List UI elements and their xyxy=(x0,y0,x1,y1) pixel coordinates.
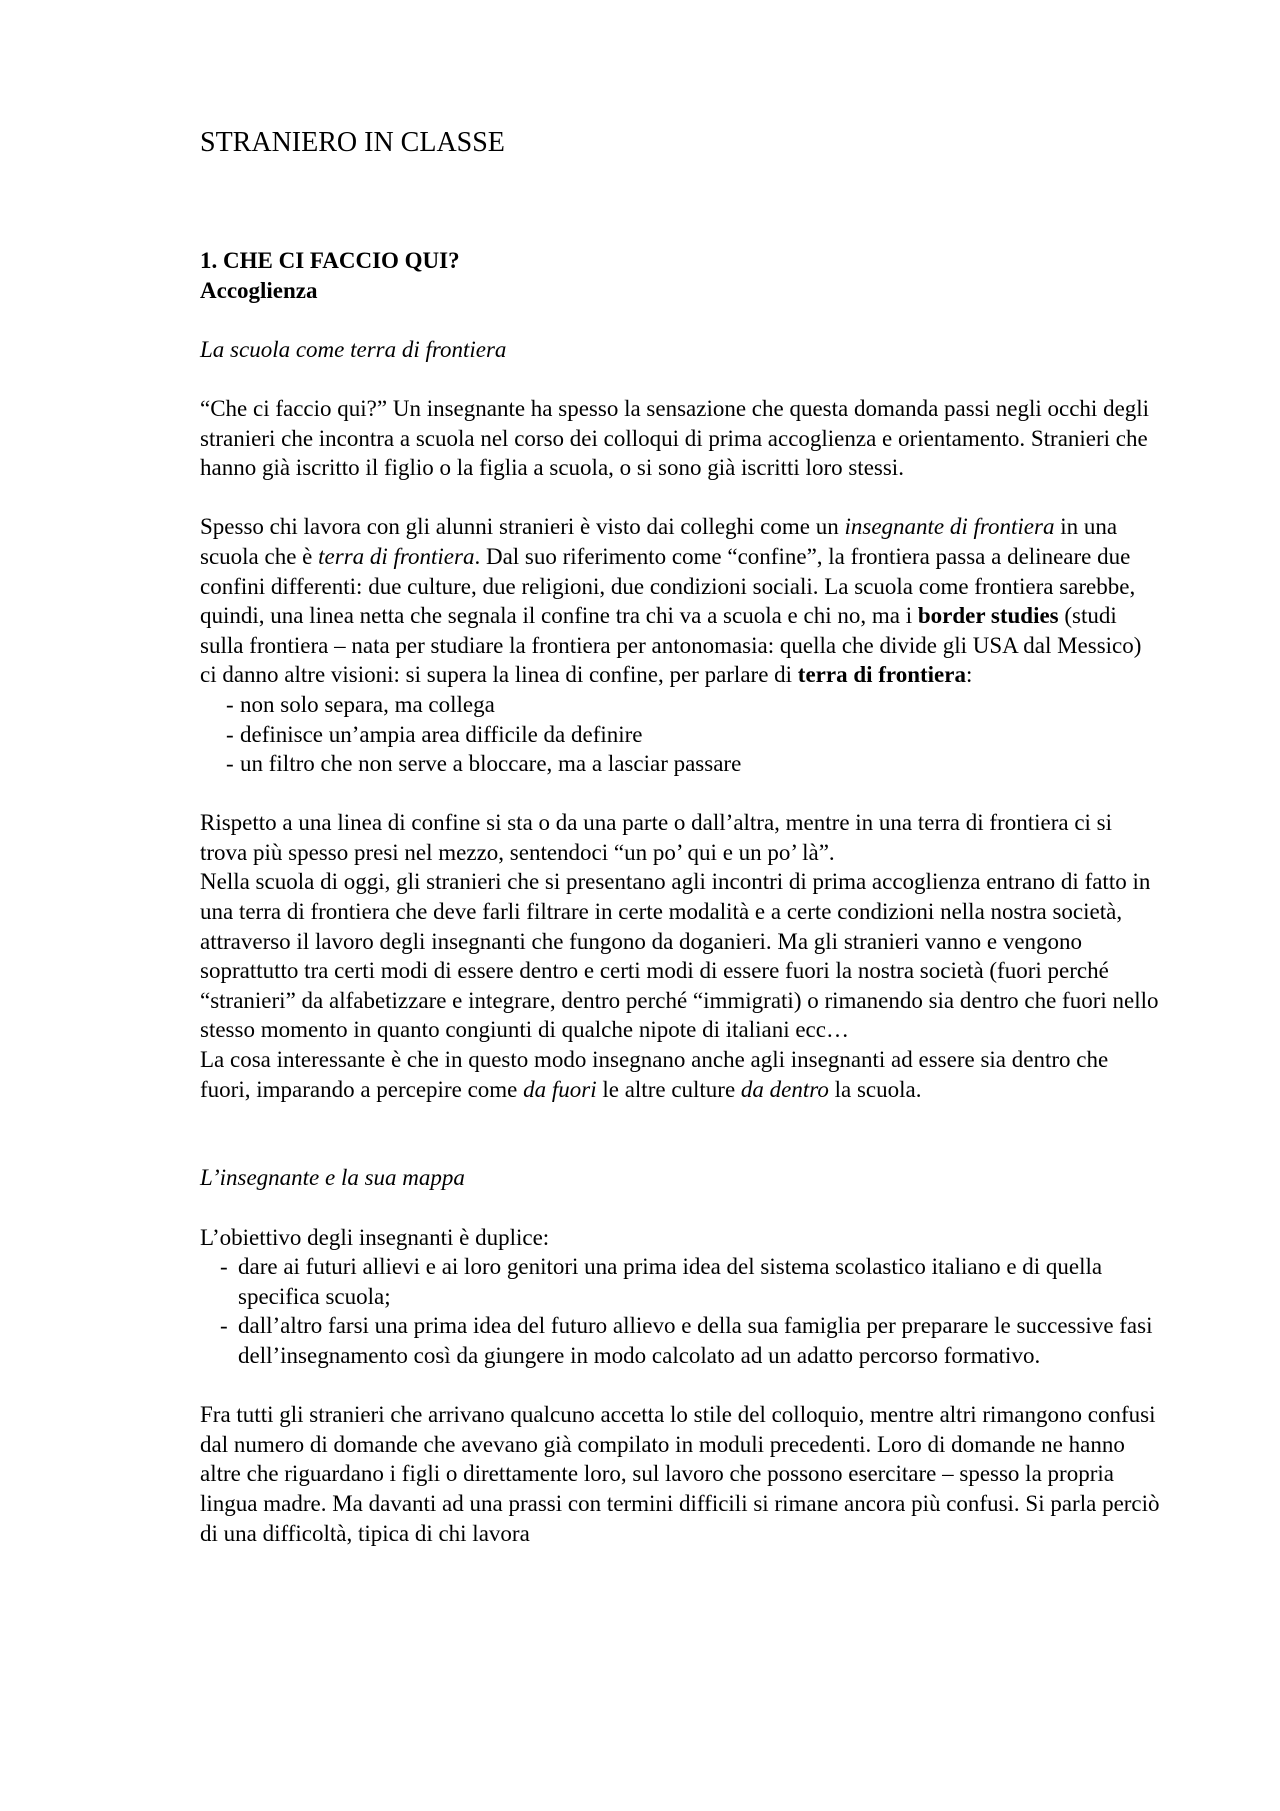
paragraph: Fra tutti gli stranieri che arrivano qualcuno accetta lo stile del colloquio, mentre altri rimangono confusi dal numero di domande che avevano già compilato in moduli precedenti. Loro di domande ne hanno altre che riguardano i figli o direttamente loro, sul lavoro che possono esercitare – spesso la propria lingua madre. Ma davanti ad una prassi con termini difficili si rimane ancora più confusi. Si parla perciò di una difficoltà, tipica di chi lavora xyxy=(200,1402,1160,1546)
italic-span: terra di frontiera xyxy=(318,543,475,569)
italic-span: da fuori xyxy=(523,1076,597,1102)
chapter-subheading: Accoglienza xyxy=(200,277,318,303)
paragraph: L’obiettivo degli insegnanti è duplice: xyxy=(200,1224,550,1250)
italic-span: da dentro xyxy=(740,1076,829,1102)
list-item: - definisce un’ampia area difficile da definire xyxy=(200,720,1160,750)
bold-span: terra di frontiera xyxy=(797,662,966,688)
chapter-heading: 1. CHE CI FACCIO QUI? xyxy=(200,248,460,273)
list-item: - non solo separa, ma collega xyxy=(200,690,1160,720)
paragraph: “Che ci faccio qui?” Un insegnante ha spesso la sensazione che questa domanda passi negli occhi degli stranieri che incontra a scuola nel corso dei colloqui di prima accoglienza e orientamento. Stranieri che hanno già iscritto il figlio o la figlia a scuola, o si sono già iscritti loro stessi. xyxy=(200,395,1150,481)
list-item: - un filtro che non serve a bloccare, ma a lasciar passare xyxy=(200,749,1160,779)
section-title-mappa: L’insegnante e la sua mappa xyxy=(200,1165,465,1191)
paragraph: Rispetto a una linea di confine si sta o da una parte o dall’altra, mentre in una terra di frontiera ci si trova più spesso presi nel mezzo, sentendoci “un po’ qui e un po’ là”. xyxy=(200,810,1113,865)
text-span: . Dal suo riferimento come “confine”, la frontiera passa a delineare due confini differenti: due culture, due religioni, due condizioni sociali. La scuola come frontiera sarebbe, quindi, una linea netta che segnala il confine tra chi va a scuola e chi no, ma i xyxy=(200,543,1136,629)
text-span: La cosa interessante è che in questo modo insegnano anche agli insegnanti ad essere sia dentro che fuori, imparando a percepire come xyxy=(200,1047,1109,1102)
chapter-heading-block xyxy=(200,246,1160,305)
text-span: in una scuola che è xyxy=(200,514,1118,569)
document-title: STRANIERO IN CLASSE xyxy=(200,127,505,158)
list-item: - dall’altro farsi una prima idea del futuro allievo e della sua famiglia per preparare le successive fasi dell’insegnamento così da giungere in modo calcolato ad un adatto percorso formativo. xyxy=(200,1311,1160,1370)
text-span: : xyxy=(965,662,973,688)
paragraph xyxy=(200,512,1160,690)
frontier-list xyxy=(200,690,1160,779)
text-span: la scuola. xyxy=(828,1076,922,1102)
text-span: le altre culture xyxy=(596,1076,741,1102)
paragraph xyxy=(200,1045,1160,1104)
objectives-list xyxy=(200,1252,1160,1370)
section-title-frontiera: La scuola come terra di frontiera xyxy=(200,336,507,362)
bold-span: border studies xyxy=(917,603,1059,629)
paragraph: Nella scuola di oggi, gli stranieri che si presentano agli incontri di prima accoglienza entrano di fatto in una terra di frontiera che deve farli filtrare in certe modalità e a certe condizioni nella nostra società, attraverso il lavoro degli insegnanti che fungono da doganieri. Ma gli stranieri vanno e vengono soprattutto tra certi modi di essere dentro e certi modi di essere fuori la nostra società (fuori perché “stranieri” da alfabetizzare e integrare, dentro perché “immigrati) o rimanendo sia dentro che fuori nello stesso momento in quanto congiunti di qualche nipote di italiani ecc… xyxy=(200,869,1159,1043)
text-span: Spesso chi lavora con gli alunni stranieri è visto dai colleghi come un xyxy=(200,514,845,540)
italic-span: insegnante di frontiera xyxy=(844,514,1055,540)
text-span: (studi sulla frontiera – nata per studiare la frontiera per antonomasia: quella che divide gli USA dal Messico) ci danno altre visioni: si supera la linea di confine, per parlare di xyxy=(200,603,1142,688)
page-content xyxy=(200,126,1160,1548)
list-item: - dare ai futuri allievi e ai loro genitori una prima idea del sistema scolastico italiano e di quella specifica scuola; xyxy=(200,1252,1160,1311)
